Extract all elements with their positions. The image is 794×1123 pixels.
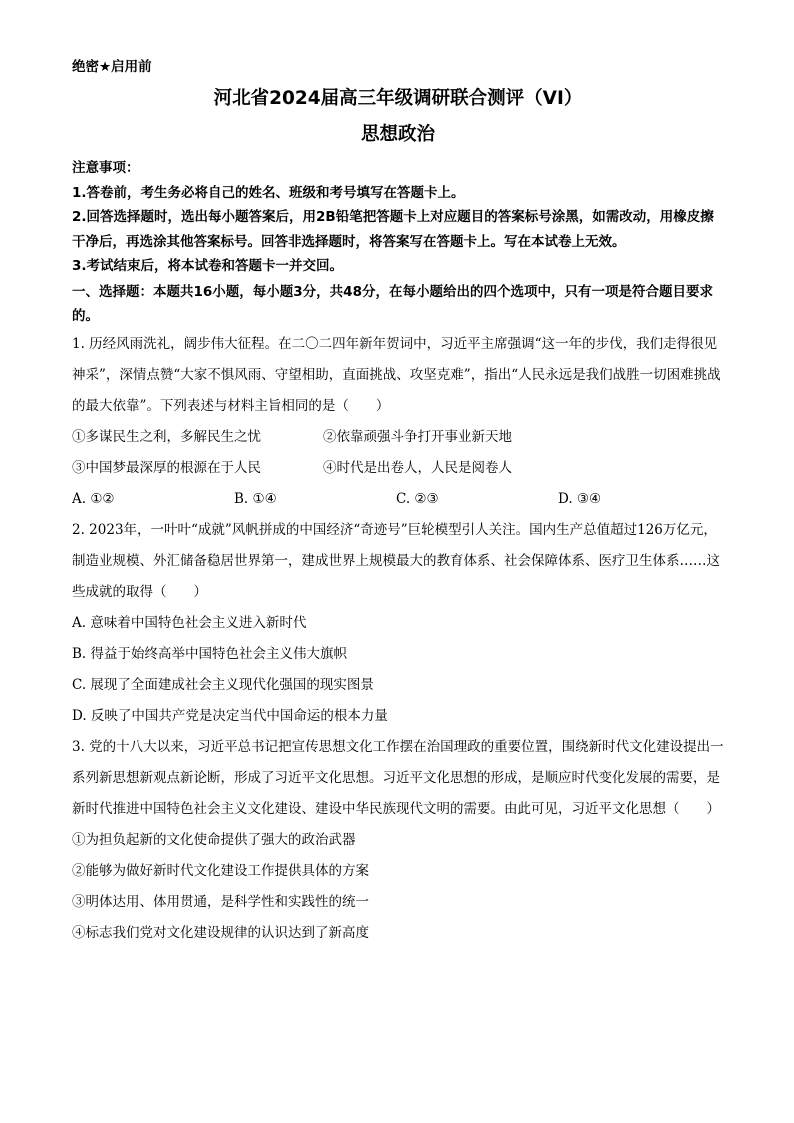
statement-row [72, 453, 724, 484]
choice-c: C. 展现了全面建成社会主义现代化强国的现实图景 [72, 676, 374, 693]
choice-d: D. 反映了中国共产党是决定当代中国命运的根本力量 [72, 707, 388, 724]
confidential-label: 绝密★启用前 [72, 59, 152, 75]
exam-page [72, 58, 724, 949]
statement-4: ④标志我们党对文化建设规律的认识达到了新高度 [72, 924, 369, 941]
choice-a: A. ①② [72, 490, 115, 507]
choice-b: B. 得益于始终高举中国特色社会主义伟大旗帜 [72, 645, 348, 662]
statement-2: ②依靠顽强斗争打开事业新天地 [323, 428, 512, 445]
question-3 [72, 732, 724, 949]
statement-1: ①多谋民生之利，多解民生之忧 [72, 428, 261, 445]
statement-3: ③中国梦最深厚的根源在于人民 [72, 459, 261, 476]
notice-item: 1.答卷前，考生务必将自己的姓名、班级和考号填写在答题卡上。 [72, 184, 465, 201]
notice-item: 3.考试结束后，将本试卷和答题卡一并交回。 [72, 258, 344, 274]
section-heading: 一、选择题：本题共16小题，每小题3分，共48分，在每小题给出的四个选项中，只有一项是符合题目要求的。 [72, 283, 713, 324]
statement-2: ②能够为做好新时代文化建设工作提供具体的方案 [72, 862, 369, 879]
choice-b: B. ①④ [234, 490, 277, 507]
notice-item: 2.回答选择题时，选出每小题答案后，用2B铅笔把答题卡上对应题目的答案标号涂黑，如需改动，用橡皮擦干净后，再选涂其他答案标号。回答非选择题时，将答案写在答题卡上。写在本试卷上无效。 [72, 209, 714, 250]
choice-c: C. ②③ [396, 490, 439, 507]
notice-heading: 注意事项： [72, 160, 140, 176]
exam-title: 河北省2024届高三年级调研联合测评（VI） [213, 88, 583, 109]
choice-d: D. ③④ [558, 490, 602, 507]
statement-4: ④时代是出卷人，人民是阅卷人 [323, 459, 512, 476]
statement-3: ③明体达用、体用贯通，是科学性和实践性的统一 [72, 893, 369, 910]
answer-choices [72, 484, 724, 515]
statement-1: ①为担负起新的文化使命提供了强大的政治武器 [72, 831, 356, 848]
subject-title: 思想政治 [360, 124, 435, 145]
choice-a: A. 意味着中国特色社会主义进入新时代 [72, 614, 307, 631]
question-stem: 1. 历经风雨洗礼，阔步伟大征程。在二〇二四年新年贺词中，习近平主席强调“这一年的步伐，我们走得很见神采”，深情点赞“大家不惧风雨、守望相助，直面挑战、攻坚克难”，指出“人民永远是我们战胜一切困难挑战的最大依靠”。下列表述与材料主旨相同的是（ ） [72, 335, 721, 414]
question-2 [72, 515, 724, 732]
question-1 [72, 329, 724, 515]
question-stem: 2. 2023年，一叶叶“成就”风帆拼成的中国经济“奇迹号”巨轮模型引人关注。国内生产总值超过126万亿元，制造业规模、外汇储备稳居世界第一，建成世界上规模最大的教育体系、社会保障体系、医疗卫生体系……这些成就的取得（ ） [72, 521, 720, 600]
notice-block [72, 156, 724, 279]
statement-row [72, 422, 724, 453]
question-stem: 3. 党的十八大以来，习近平总书记把宣传思想文化工作摆在治国理政的重要位置，围绕新时代文化建设提出一系列新思想新观点新论断，形成了习近平文化思想。习近平文化思想的形成，是顺应时代变化发展的需要，是新时代推进中国特色社会主义文化建设、建设中华民族现代文明的需要。由此可见，习近平文化思想（ ） [72, 738, 724, 817]
